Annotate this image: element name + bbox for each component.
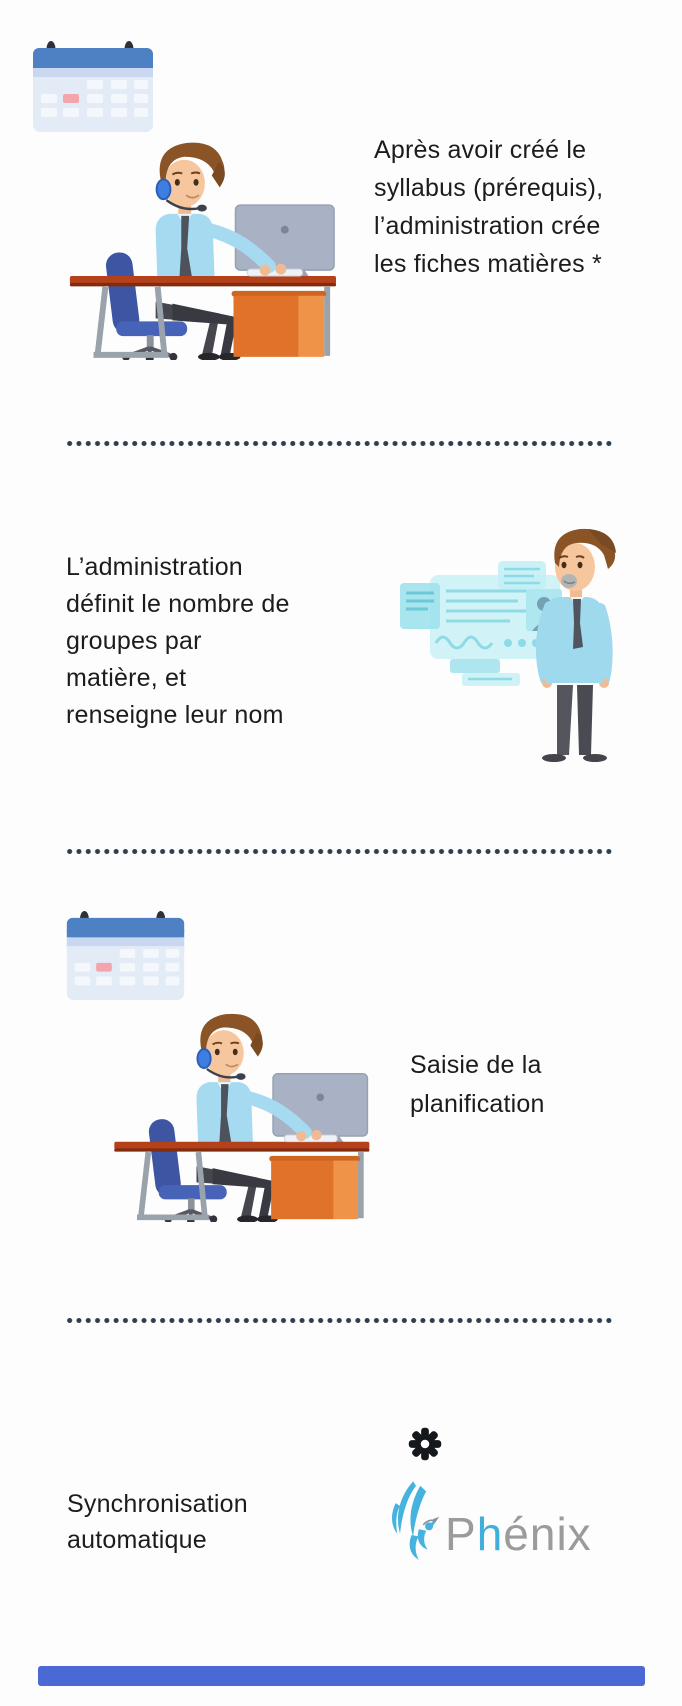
step-text-groupes [66, 549, 290, 734]
man-with-screens-illustration [392, 515, 622, 765]
step-text-planification [410, 1046, 545, 1124]
text-line: matière, et [66, 664, 187, 692]
text-line: renseigne leur nom [66, 701, 284, 729]
step-text-fiches-matieres [374, 131, 603, 283]
text-line: l’administration crée [374, 212, 601, 240]
wordmark-part: h [476, 1508, 504, 1560]
wordmark-part: énix [503, 1508, 592, 1560]
text-line: groupes par [66, 627, 202, 655]
text-line: Après avoir créé le [374, 136, 587, 164]
text-line: Synchronisation [67, 1490, 248, 1518]
man-at-desk-illustration [62, 128, 338, 360]
text-line: automatique [67, 1526, 207, 1554]
text-line: syllabus (prérequis), [374, 174, 604, 202]
gear-icon [408, 1427, 442, 1461]
text-line: définit le nombre de [66, 590, 290, 618]
dotted-divider [65, 441, 612, 446]
wordmark-part: P [445, 1508, 477, 1560]
dotted-divider [65, 1318, 612, 1323]
text-line: les fiches matières * [374, 250, 602, 278]
calendar-icon [33, 40, 153, 132]
bottom-progress-bar[interactable] [38, 1666, 645, 1686]
phoenix-bird-icon [387, 1480, 445, 1564]
calendar-icon [66, 910, 185, 1000]
text-line: L’administration [66, 553, 243, 581]
phenix-logo [387, 1480, 592, 1590]
dotted-divider [65, 849, 612, 854]
step-text-synchronisation [67, 1486, 248, 1558]
text-line: Saisie de la [410, 1051, 542, 1079]
text-line: planification [410, 1090, 545, 1118]
man-at-desk-illustration [100, 1000, 378, 1222]
phenix-wordmark [445, 1508, 592, 1560]
